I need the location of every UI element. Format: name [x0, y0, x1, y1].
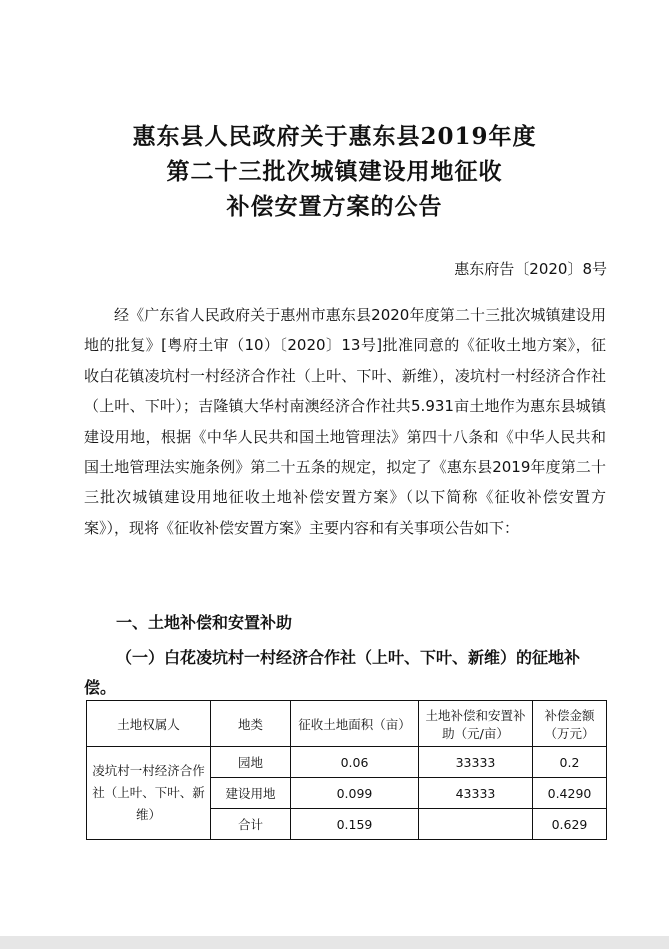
- intro-paragraph: 经《广东省人民政府关于惠州市惠东县2020年度第二十三批次城镇建设用地的批复》[粤府土审（10）〔2020〕13号]批准同意的《征收土地方案》，征收白花镇凌坑村一村经济合作社（上叶、下叶、新维），凌坑村一村经济合作社（上叶、下叶）；吉隆镇大华村南澳经济合作社共5.931亩土地作为惠东县城镇建设用地，根据《中华人民共和国土地管理法》第四十八条和《中华人民共和国土地管理法实施条例》第二十五条的规定，拟定了《惠东县2019年度第二十三批次城镇建设用地征收土地补偿安置方案》（以下简称《征收补偿安置方案》），现将《征收补偿安置方案》主要内容和有关事项公告如下：: [84, 306, 606, 537]
- header-owner: 土地权属人: [87, 701, 211, 747]
- header-land-type: 地类: [211, 701, 291, 747]
- subsection-heading-1: （一）白花凌坑村一村经济合作社（上叶、下叶、新维）的征地补偿。: [84, 648, 581, 697]
- document-number: 惠东府告〔2020〕8号: [454, 260, 607, 278]
- page-title-line-2: 第二十三批次城镇建设用地征收: [166, 158, 503, 185]
- compensation-table: [86, 700, 607, 840]
- land-type-cell: 合计: [211, 809, 291, 840]
- rate-cell: 43333: [419, 778, 533, 809]
- rate-cell: 33333: [419, 747, 533, 778]
- area-cell: 0.06: [291, 747, 419, 778]
- land-type-cell: 园地: [211, 747, 291, 778]
- amount-cell: 0.4290: [533, 778, 607, 809]
- header-area: 征收土地面积（亩）: [291, 701, 419, 747]
- table-header-row: [87, 701, 607, 747]
- amount-cell: 0.629: [533, 809, 607, 840]
- section-heading-1: 一、土地补偿和安置补助: [116, 613, 293, 632]
- header-amount: 补偿金额（万元）: [533, 701, 607, 747]
- owner-cell: 凌坑村一村经济合作社（上叶、下叶、新维）: [87, 747, 211, 840]
- area-cell: 0.159: [291, 809, 419, 840]
- page-bottom-edge: [0, 936, 669, 949]
- table-row: [87, 747, 607, 778]
- rate-cell: [419, 809, 533, 840]
- page-title-line-1: 惠东县人民政府关于惠东县2019年度: [132, 123, 537, 150]
- amount-cell: 0.2: [533, 747, 607, 778]
- area-cell: 0.099: [291, 778, 419, 809]
- header-rate: 土地补偿和安置补助（元/亩）: [419, 701, 533, 747]
- page-title-line-3: 补偿安置方案的公告: [226, 193, 443, 220]
- land-type-cell: 建设用地: [211, 778, 291, 809]
